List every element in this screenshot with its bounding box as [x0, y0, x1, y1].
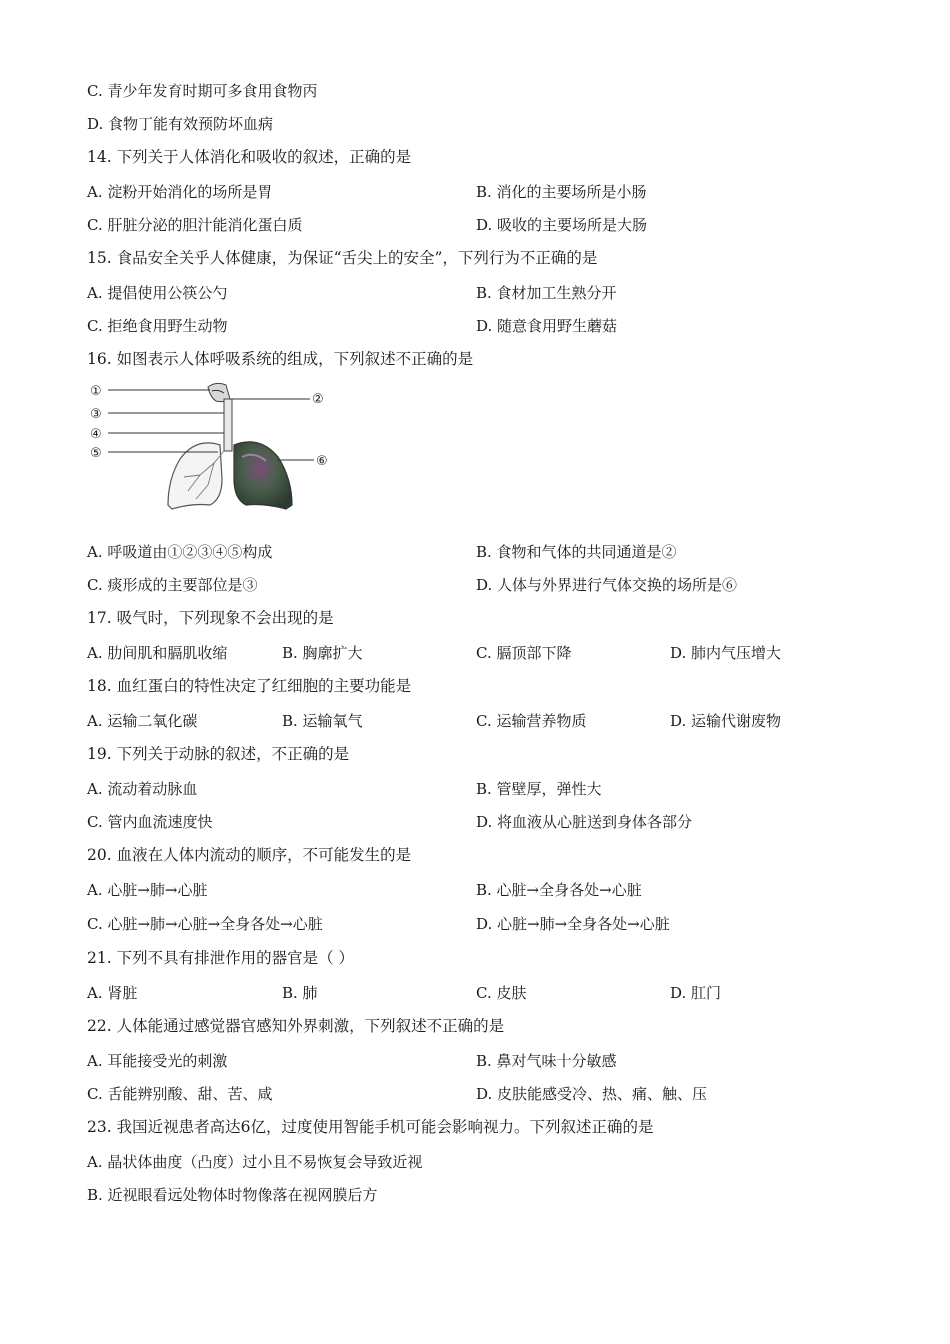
- question-16-stem: [0, 347, 950, 371]
- option-a[interactable]: A. 呼吸道由①②③④⑤构成: [87, 543, 273, 561]
- question-text: 15. 食品安全关乎人体健康，为保证“舌尖上的安全”，下列行为不正确的是: [87, 249, 598, 267]
- option-b[interactable]: B. 近视眼看远处物体时物像落在视网膜后方: [87, 1186, 378, 1204]
- option-b[interactable]: B. 管壁厚，弹性大: [476, 780, 602, 798]
- option-a[interactable]: A. 淀粉开始消化的场所是胃: [87, 183, 273, 201]
- question-18-options: [0, 709, 950, 733]
- question-21-options: [0, 981, 950, 1005]
- option-b[interactable]: B. 心脏→全身各处→心脏: [476, 881, 642, 899]
- question-text: 16. 如图表示人体呼吸系统的组成，下列叙述不正确的是: [87, 350, 474, 368]
- option-c[interactable]: C. 舌能辨别酸、甜、苦、咸: [87, 1085, 273, 1103]
- option-c[interactable]: C. 管内血流速度快: [87, 813, 213, 831]
- option-c[interactable]: C. 心脏→肺→心脏→全身各处→心脏: [87, 915, 323, 933]
- question-17-options: [0, 641, 950, 665]
- option-d[interactable]: D. 随意食用野生蘑菇: [476, 317, 618, 335]
- option-c[interactable]: C. 肝脏分泌的胆汁能消化蛋白质: [87, 216, 303, 234]
- option-b[interactable]: B. 消化的主要场所是小肠: [476, 183, 647, 201]
- option-a[interactable]: A. 肋间肌和膈肌收缩: [87, 644, 228, 662]
- question-19-options-row2: [0, 810, 950, 834]
- respiratory-system-figure: [88, 379, 348, 514]
- question-21-stem: [0, 946, 950, 970]
- option-d[interactable]: D. 运输代谢废物: [670, 712, 782, 730]
- option-a[interactable]: A. 晶状体曲度（凸度）过小且不易恢复会导致近视: [87, 1153, 423, 1171]
- option-a[interactable]: A. 运输二氧化碳: [87, 712, 198, 730]
- option-a[interactable]: A. 肾脏: [87, 984, 138, 1002]
- option-b[interactable]: B. 肺: [282, 984, 318, 1002]
- option-line-c: [0, 79, 950, 103]
- option-a[interactable]: A. 耳能接受光的刺激: [87, 1052, 228, 1070]
- figure-label-6: ⑥: [316, 454, 328, 469]
- option-c[interactable]: C. 膈顶部下降: [476, 644, 572, 662]
- question-text: 17. 吸气时，下列现象不会出现的是: [87, 609, 334, 627]
- option-d[interactable]: D. 人体与外界进行气体交换的场所是⑥: [476, 576, 738, 594]
- option-d[interactable]: D. 将血液从心脏送到身体各部分: [476, 813, 693, 831]
- question-19-options-row1: [0, 777, 950, 801]
- option-d[interactable]: D. 吸收的主要场所是大肠: [476, 216, 648, 234]
- option-b[interactable]: B. 运输氧气: [282, 712, 363, 730]
- figure-label-1: ①: [90, 384, 102, 399]
- figure-label-4: ④: [90, 427, 102, 442]
- question-18-stem: [0, 674, 950, 698]
- option-a[interactable]: A. 流动着动脉血: [87, 780, 198, 798]
- option-d[interactable]: D. 皮肤能感受冷、热、痛、触、压: [476, 1085, 708, 1103]
- option-b[interactable]: B. 胸廓扩大: [282, 644, 363, 662]
- option-text: C. 青少年发育时期可多食用食物丙: [87, 82, 318, 100]
- option-c[interactable]: C. 拒绝食用野生动物: [87, 317, 228, 335]
- question-14-stem: [0, 145, 950, 169]
- question-text: 20. 血液在人体内流动的顺序，不可能发生的是: [87, 846, 412, 864]
- option-c[interactable]: C. 运输营养物质: [476, 712, 587, 730]
- question-23-stem: [0, 1115, 950, 1139]
- question-20-options-row2: [0, 912, 950, 936]
- question-19-stem: [0, 742, 950, 766]
- question-20-stem: [0, 843, 950, 867]
- question-16-options-row2: [0, 573, 950, 597]
- respiratory-diagram: [88, 379, 348, 514]
- option-a[interactable]: A. 提倡使用公筷公勺: [87, 284, 228, 302]
- question-17-stem: [0, 606, 950, 630]
- option-b[interactable]: B. 鼻对气味十分敏感: [476, 1052, 617, 1070]
- question-22-options-row2: [0, 1082, 950, 1106]
- option-b[interactable]: B. 食材加工生熟分开: [476, 284, 617, 302]
- question-15-options-row1: [0, 281, 950, 305]
- question-text: 19. 下列关于动脉的叙述，不正确的是: [87, 745, 350, 763]
- question-14-options-row2: [0, 213, 950, 237]
- question-15-stem: [0, 246, 950, 270]
- option-d[interactable]: D. 肛门: [670, 984, 722, 1002]
- question-text: 18. 血红蛋白的特性决定了红细胞的主要功能是: [87, 677, 412, 695]
- question-text: 23. 我国近视患者高达6亿，过度使用智能手机可能会影响视力。下列叙述正确的是: [87, 1118, 654, 1136]
- figure-label-5: ⑤: [90, 446, 102, 461]
- option-a[interactable]: A. 心脏→肺→心脏: [87, 881, 208, 899]
- question-15-options-row2: [0, 314, 950, 338]
- question-23-option-b: [0, 1183, 950, 1207]
- option-text: D. 食物丁能有效预防坏血病: [87, 115, 274, 133]
- question-16-options-row1: [0, 540, 950, 564]
- question-22-options-row1: [0, 1049, 950, 1073]
- figure-label-3: ③: [90, 407, 102, 422]
- figure-label-2: ②: [312, 392, 324, 407]
- question-text: 22. 人体能通过感觉器官感知外界刺激，下列叙述不正确的是: [87, 1017, 505, 1035]
- option-b[interactable]: B. 食物和气体的共同通道是②: [476, 543, 677, 561]
- option-line-d: [0, 112, 950, 136]
- question-23-option-a: [0, 1150, 950, 1174]
- option-d[interactable]: D. 心脏→肺→全身各处→心脏: [476, 915, 670, 933]
- option-c[interactable]: C. 痰形成的主要部位是③: [87, 576, 258, 594]
- question-22-stem: [0, 1014, 950, 1038]
- question-14-options-row1: [0, 180, 950, 204]
- question-text: 21. 下列不具有排泄作用的器官是（ ）: [87, 949, 355, 967]
- question-text: 14. 下列关于人体消化和吸收的叙述，正确的是: [87, 148, 412, 166]
- option-d[interactable]: D. 肺内气压增大: [670, 644, 782, 662]
- question-20-options-row1: [0, 878, 950, 902]
- option-c[interactable]: C. 皮肤: [476, 984, 527, 1002]
